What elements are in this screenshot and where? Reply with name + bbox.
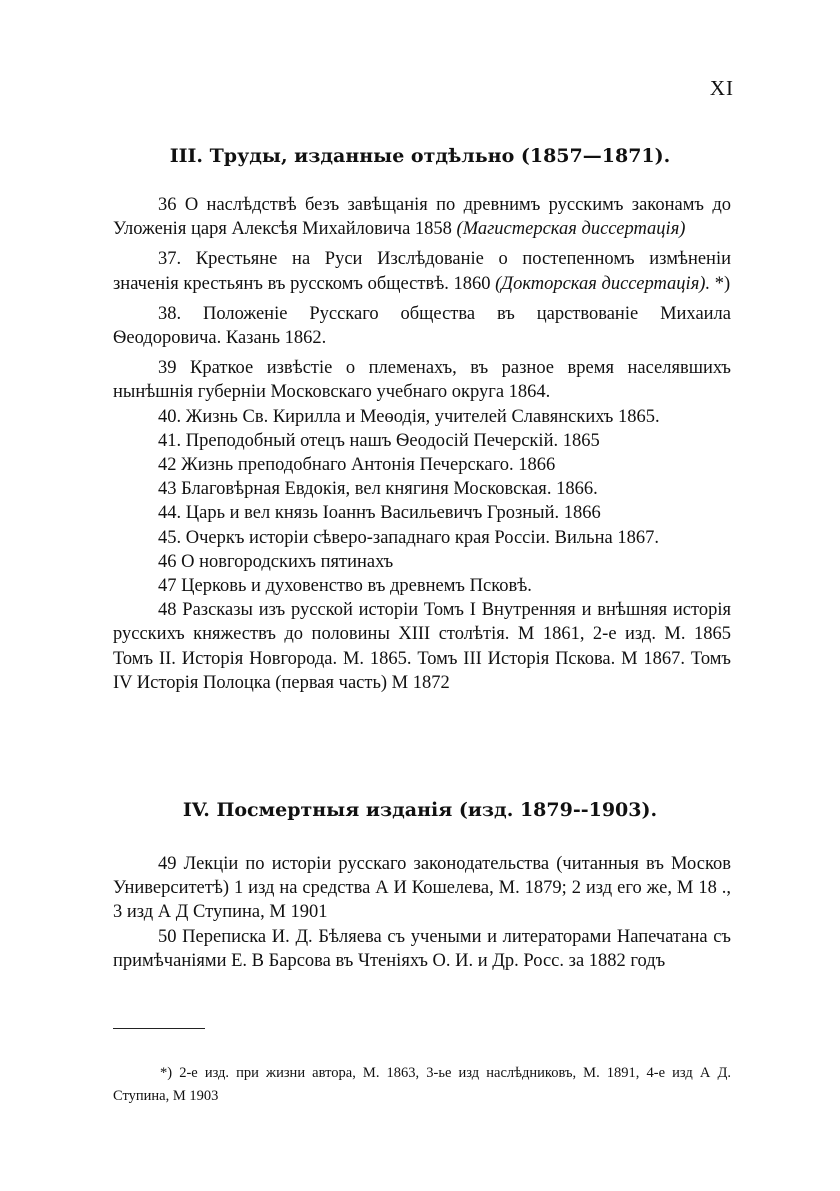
list-item: 48 Разсказы изъ русской исторіи Томъ I Внутренняя и внѣшняя исторія русскихъ княжествъ до половины XIII столѣтія. М 1861, 2-е изд. М. 1865 Томъ II. Исторія Новгорода. М. 1865. Томъ III Исторія Пскова. М 1867. Томъ IV Исторія Полоцка (первая часть) М 1872 — [113, 600, 731, 693]
section-title-posthumous-editions: IV. Посмертныя изданія (изд. 1879--1903). — [182, 799, 658, 821]
footnote-divider — [113, 1028, 205, 1029]
list-item: 45. Очеркъ исторіи сѣверо-западнаго края Россіи. Вильна 1867. — [158, 527, 659, 548]
list-item: 36 О наслѣдствѣ безъ завѣщанія по древнимъ русскимъ законамъ до Уложенія царя Алексѣя Михайловича 1858 (Магистерская диссертація) — [113, 195, 731, 240]
list-item: 46 О новгородскихъ пятинахъ — [158, 551, 394, 572]
footnote: *) 2-е изд. при жизни автора, М. 1863, 3-ье изд наслѣдниковъ, М. 1891, 4-е изд А Д. Ступина, М 1903 — [113, 1065, 731, 1104]
page-number: XI — [709, 76, 734, 100]
list-item: 42 Жизнь преподобнаго Антонія Печерскаго. 1866 — [158, 455, 556, 476]
list-item: 43 Благовѣрная Евдокія, вел княгиня Московская. 1866. — [158, 479, 598, 500]
list-item: 44. Царь и вел князь Іоаннъ Васильевичъ Грозный. 1866 — [158, 503, 601, 524]
list-item: 50 Переписка И. Д. Бѣляева съ учеными и литераторами Напечатана съ примѣчаніями Е. В Барсова въ Чтеніяхъ О. И. и Др. Росс. за 1882 годъ — [113, 926, 731, 971]
list-item: 39 Краткое извѣстіе о племенахъ, въ разное время населявшихъ нынѣшнія губерніи Московскаго учебнаго округа 1864. — [113, 358, 731, 403]
list-item: 47 Церковь и духовенство въ древнемъ Псковѣ. — [158, 576, 532, 597]
list-item: 38. Положеніе Русскаго общества въ царствованіе Михаила Ѳеодоровича. Казань 1862. — [113, 303, 731, 349]
list-item: 37. Крестьяне на Руси Изслѣдованіе о постепенномъ измѣненіи значенія крестьянъ въ русскомъ обществѣ. 1860 (Докторская диссертація). *) — [113, 249, 732, 294]
list-item: 40. Жизнь Св. Кирилла и Меѳодія, учителей Славянскихъ 1865. — [158, 406, 660, 427]
section-title-works-published-separately: III. Труды, изданные отдѣльно (1857—1871). — [169, 145, 671, 167]
section-works-list — [113, 193, 731, 695]
section-posthumous-list — [113, 852, 731, 973]
list-item: 49 Лекціи по исторіи русскаго законодательства (читанныя въ Москов Университетѣ) 1 изд на средства А И Кошелева, М. 1879; 2 изд его же, М 18 ., 3 изд А Д Ступина, М 1901 — [113, 854, 731, 923]
list-item: 41. Преподобный отецъ нашъ Ѳеодосій Печерскій. 1865 — [158, 430, 600, 451]
